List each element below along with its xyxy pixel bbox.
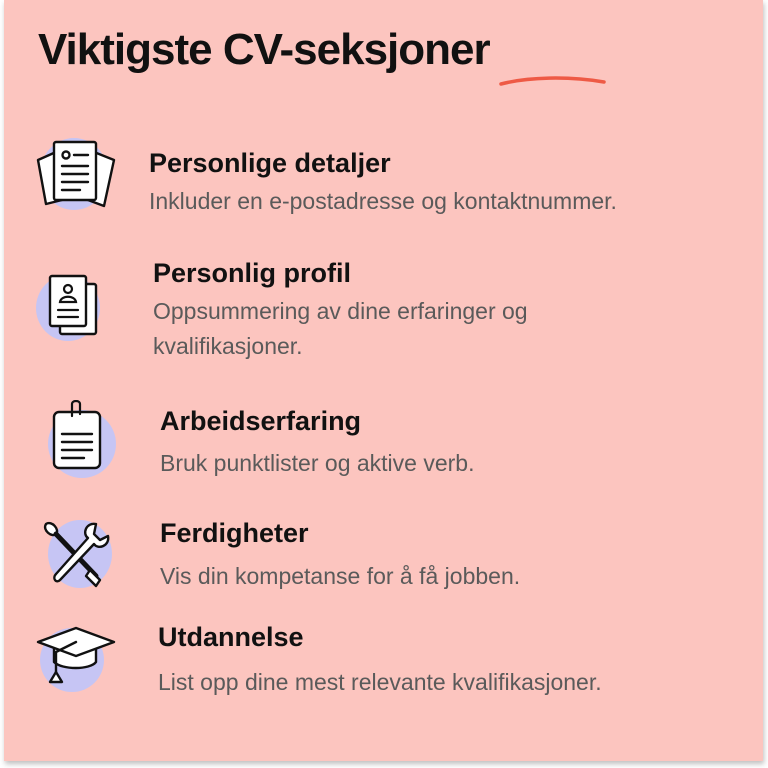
- section-title: Ferdigheter: [160, 518, 309, 548]
- section-title: Utdannelse: [158, 622, 304, 652]
- section-description: List opp dine mest relevante kvalifikasjoner.: [158, 669, 602, 695]
- section-title: Personlig profil: [153, 258, 352, 288]
- section-title: Personlige detaljer: [149, 148, 391, 178]
- profile-document-icon: [34, 270, 114, 344]
- cv-sections-card: [4, 0, 763, 761]
- section-description: Vis din kompetanse for å få jobben.: [160, 563, 521, 589]
- section-description: Inkluder en e-postadresse og kontaktnummer.: [149, 188, 617, 214]
- page-title: Viktigste CV-seksjoner: [38, 25, 490, 74]
- title-underline: [498, 74, 608, 88]
- clipboard-icon: [34, 400, 120, 480]
- section-description: Oppsummering av dine erfaringer og kvalifikasjoner.: [153, 298, 528, 359]
- section-description: Bruk punktlister og aktive verb.: [160, 450, 475, 476]
- graduation-cap-icon: [34, 622, 120, 696]
- section-title: Arbeidserfaring: [160, 406, 362, 436]
- brush-wrench-icon: [34, 516, 120, 596]
- documents-icon: [34, 134, 120, 214]
